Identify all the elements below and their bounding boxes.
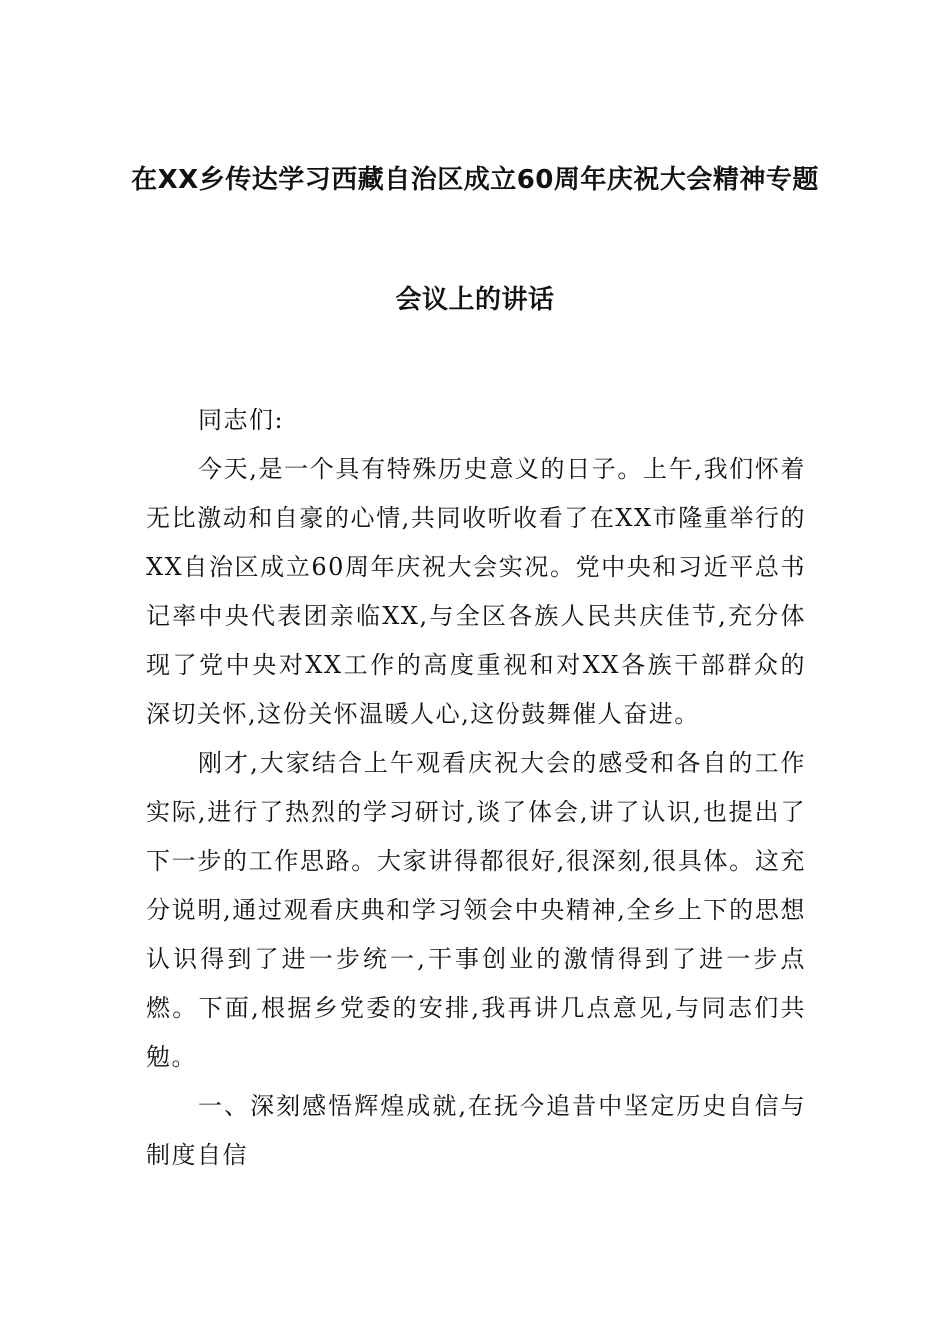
section-heading-text: 一、深刻感悟辉煌成就,在抚今追昔中坚定历史自信与制度自信 [146, 1092, 806, 1169]
salutation-text: 同志们: [198, 406, 285, 434]
salutation [146, 396, 806, 445]
paragraph-2 [146, 739, 806, 1082]
document-title-line-1: 在XX乡传达学习西藏自治区成立60周年庆祝大会精神专题 [131, 165, 819, 195]
paragraph-text: 今天,是一个具有特殊历史意义的日子。上午,我们怀着无比激动和自豪的心情,共同收听收看了在XX市隆重举行的XX自治区成立60周年庆祝大会实况。党中央和习近平总书记率中央代表团亲临XX,与全区各族人民共庆佳节,充分体现了党中央对XX工作的高度重视和对XX各族干部群众的深切关怀,这份关怀温暖人心,这份鼓舞催人奋进。 [146, 455, 806, 728]
paragraph-1 [146, 445, 806, 739]
section-heading-1 [146, 1082, 806, 1180]
document-title-line-2: 会议上的讲话 [395, 285, 555, 315]
paragraph-text: 刚才,大家结合上午观看庆祝大会的感受和各自的工作实际,进行了热烈的学习研讨,谈了体会,讲了认识,也提出了下一步的工作思路。大家讲得都很好,很深刻,很具体。这充分说明,通过观看庆典和学习领会中央精神,全乡上下的思想认识得到了进一步统一,干事创业的激情得到了进一步点燃。下面,根据乡党委的安排,我再讲几点意见,与同志们共勉。 [146, 749, 806, 1071]
